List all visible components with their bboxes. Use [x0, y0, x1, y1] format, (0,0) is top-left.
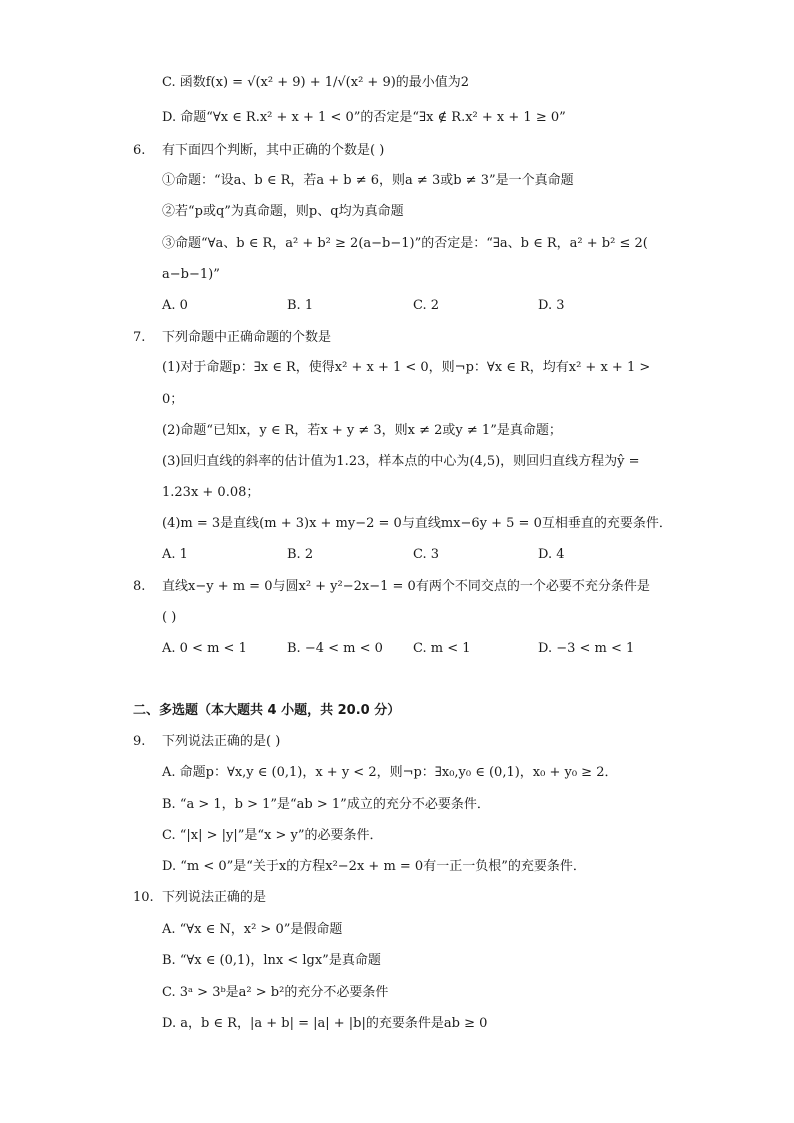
q6-statement-3: ③命题“∀a、b ∈ R，a² + b² ≥ 2(a−b−1)”的否定是：“∃a、b ∈ R，a² + b² ≤ 2(	[162, 236, 648, 251]
q8-stem: 直线x−y + m = 0与圆x² + y²−2x−1 = 0有两个不同交点的一个必要不充分条件是	[162, 579, 650, 594]
q8-number: 8.	[133, 579, 146, 594]
q9-option-c: C. “|x| > |y|”是“x > y”的必要条件．	[162, 828, 383, 843]
q7-statement-1-cont: 0；	[162, 392, 184, 407]
q8-option-c: C. m < 1	[413, 641, 471, 656]
q6-option-d: D. 3	[538, 298, 565, 313]
q8-option-d: D. −3 < m < 1	[538, 641, 635, 656]
q9-option-b: B. “a > 1，b > 1”是“ab > 1”成立的充分不必要条件．	[162, 797, 490, 812]
q9-stem: 下列说法正确的是( )	[162, 734, 281, 749]
q7-statement-1: (1)对于命题p：∃x ∈ R，使得x² + x + 1 < 0，则¬p：∀x ∈ R，均有x² + x + 1 >	[162, 360, 651, 375]
q10-option-d: D. a，b ∈ R，|a + b| = |a| + |b|的充要条件是ab ≥ 0	[162, 1016, 488, 1031]
q10-option-b: B. “∀x ∈ (0,1)，lnx < lgx”是真命题	[162, 953, 381, 968]
q10-number: 10.	[133, 890, 154, 905]
q7-option-a: A. 1	[162, 547, 188, 562]
q6-stem: 有下面四个判断，其中正确的个数是( )	[162, 143, 385, 158]
q7-option-c: C. 3	[413, 547, 440, 562]
q7-option-d: D. 4	[538, 547, 565, 562]
q6-option-a: A. 0	[162, 298, 188, 313]
q6-option-c: C. 2	[413, 298, 440, 313]
q7-statement-3: (3)回归直线的斜率的估计值为1.23，样本点的中心为(4,5)，则回归直线方程为ŷ =	[162, 454, 640, 469]
q6-statement-1: ①命题：“设a、b ∈ R，若a + b ≠ 6，则a ≠ 3或b ≠ 3”是一个真命题	[162, 173, 574, 188]
q7-option-b: B. 2	[287, 547, 314, 562]
q7-statement-4: (4)m = 3是直线(m + 3)x + my−2 = 0与直线mx−6y + 5 = 0互相垂直的充要条件．	[162, 516, 672, 531]
q7-statement-3-cont: 1.23x + 0.08；	[162, 485, 260, 500]
q6-option-b: B. 1	[287, 298, 314, 313]
q9-number: 9.	[133, 734, 146, 749]
q6-number: 6.	[133, 143, 146, 158]
q5-option-c: C. 函数f(x) = √(x² + 9) + 1/√(x² + 9)的最小值为2	[162, 75, 470, 90]
q8-option-b: B. −4 < m < 0	[287, 641, 383, 656]
q7-stem: 下列命题中正确命题的个数是	[162, 330, 332, 345]
q6-statement-2: ②若“p或q”为真命题，则p、q均为真命题	[162, 204, 404, 219]
q7-number: 7.	[133, 330, 146, 345]
q10-option-a: A. “∀x ∈ N，x² > 0”是假命题	[162, 922, 343, 937]
q8-stem-cont: ( )	[162, 610, 177, 625]
q7-statement-2: (2)命题“已知x，y ∈ R，若x + y ≠ 3，则x ≠ 2或y ≠ 1”是真命题；	[162, 423, 562, 438]
q9-option-d: D. “m < 0”是“关于x的方程x²−2x + m = 0有一正一负根”的充要条件．	[162, 859, 586, 874]
q6-statement-3-cont: a−b−1)”	[162, 267, 220, 282]
q5-option-d: D. 命题“∀x ∈ R.x² + x + 1 < 0”的否定是“∃x ∉ R.x² + x + 1 ≥ 0”	[162, 110, 566, 125]
q8-option-a: A. 0 < m < 1	[162, 641, 247, 656]
q10-stem: 下列说法正确的是	[162, 890, 267, 905]
q10-option-c: C. 3ᵃ > 3ᵇ是a² > b²的充分不必要条件	[162, 985, 389, 1000]
section-heading-multiple-choice: 二、多选题（本大题共 4 小题，共 20.0 分）	[133, 703, 401, 718]
q9-option-a: A. 命题p：∀x,y ∈ (0,1)，x + y < 2，则¬p：∃x₀,y₀ ∈ (0,1)，x₀ + y₀ ≥ 2．	[162, 765, 618, 780]
